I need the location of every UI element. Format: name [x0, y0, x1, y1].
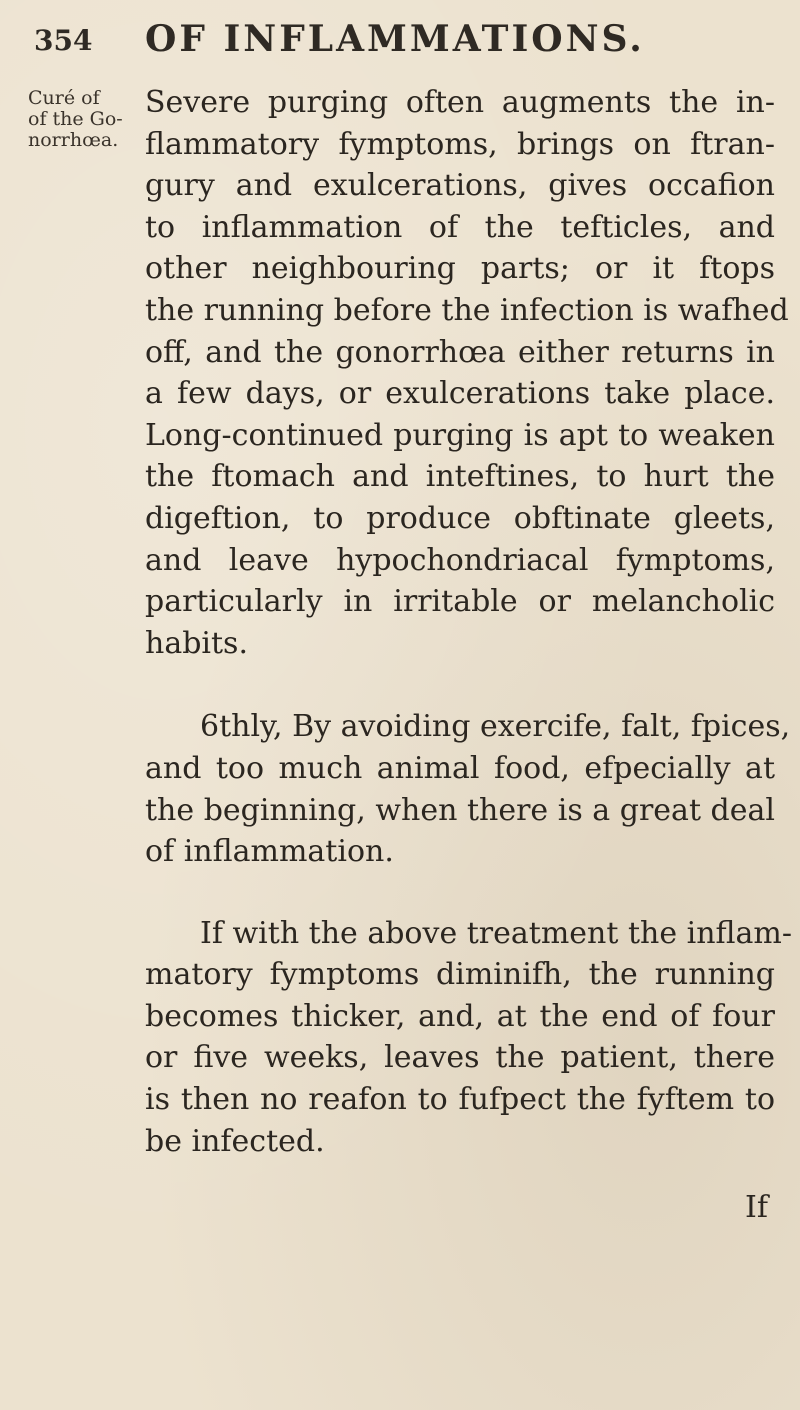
text-line: and too much animal food, efpecially at [145, 750, 775, 786]
margin-note [28, 88, 138, 151]
text-line: the running before the infection is wafhed [145, 292, 789, 328]
text-line: If with the above treatment the inflam- [200, 915, 793, 951]
text-line: Severe purging often augments the in- [145, 85, 775, 120]
text-line: off, and the gonorrhœa either returns in [145, 334, 775, 370]
text-line: becomes thicker, and, at the end of four [145, 998, 775, 1034]
paragraph-purging [145, 82, 789, 664]
text-line: of inflammation. [145, 834, 394, 870]
catchword: If [745, 1190, 768, 1225]
paragraph-sixthly [145, 706, 791, 872]
text-line: 6thly, By avoiding exercife, falt, fpices, [200, 709, 791, 745]
text-line: gury and exulcerations, gives occafion [145, 168, 775, 204]
margin-note-line: Curé of [28, 87, 100, 109]
text-line: and leave hypochondriacal fymptoms, [145, 542, 775, 578]
text-line: a few days, or exulcerations take place. [145, 376, 775, 412]
text-line: habits. [145, 625, 248, 661]
text-line: is then no reafon to fufpect the fyftem to [145, 1082, 775, 1118]
text-line: to inflammation of the tefticles, and [145, 209, 775, 245]
text-line: particularly in irritable or melancholic [145, 584, 775, 620]
running-head: OF INFLAMMATIONS. [145, 18, 645, 60]
body-text [145, 82, 793, 1162]
text-line: Long-continued purging is apt to weaken [145, 417, 775, 453]
page-number: 354 [34, 24, 93, 57]
text-line: the ftomach and inteftines, to hurt the [145, 459, 775, 495]
margin-note-line: of the Go- [28, 108, 123, 130]
text-line: flammatory fymptoms, brings on ftran- [145, 126, 775, 162]
text-line: the beginning, when there is a great deal [145, 792, 775, 828]
text-line: matory fymptoms diminifh, the running [145, 957, 775, 993]
margin-note-line: norrhœa. [28, 129, 119, 151]
text-line: other neighbouring parts; or it ftops [145, 251, 775, 287]
text-line: be infected. [145, 1123, 325, 1159]
text-line: or five weeks, leaves the patient, there [145, 1040, 775, 1076]
page-header [0, 18, 800, 68]
paragraph-if-with [145, 913, 793, 1163]
text-line: digeftion, to produce obftinate gleets, [145, 500, 775, 536]
